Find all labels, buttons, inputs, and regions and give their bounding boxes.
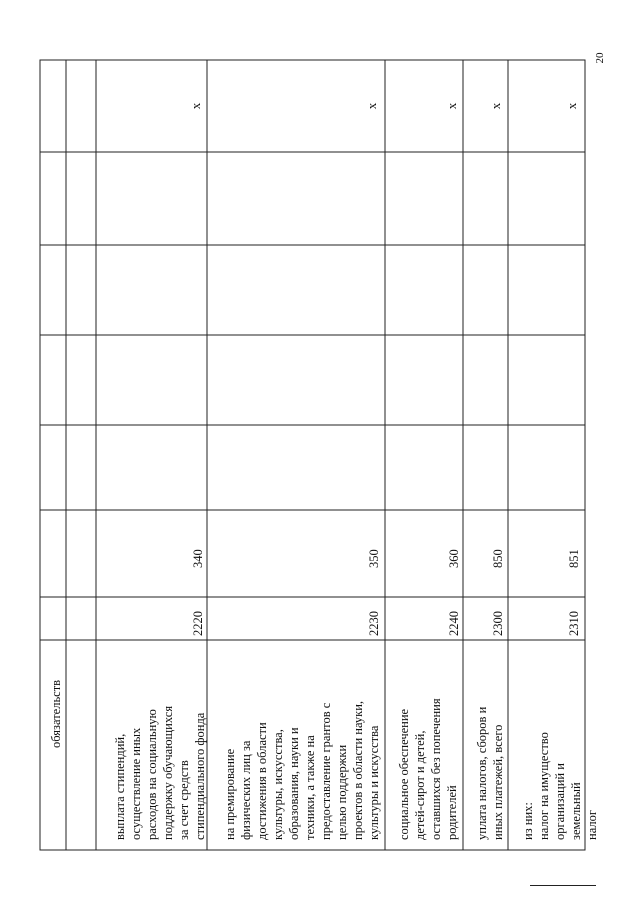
footer-rule [530, 885, 596, 886]
row-4-kosgu: 850 [491, 549, 505, 568]
row-1-code: 2220 [191, 611, 205, 636]
row-1-cross: х [188, 102, 203, 110]
row-4-cross: х [488, 102, 503, 110]
row-4-name: уплата налогов, сборов и иных платежей, всего [475, 706, 505, 840]
row-5-name: из них: налог на имущество организаций и земельный налог [521, 732, 599, 840]
row-1-name: выплата стипендий, осуществление иных расходов на социальную поддержку обучающихся за счет средств стипендиального фонда [113, 705, 207, 840]
header-label: обязательств [49, 679, 63, 748]
row-1-kosgu: 340 [191, 549, 205, 568]
row-5-cross: х [564, 102, 579, 110]
row-2-kosgu: 350 [367, 549, 381, 568]
row-5-code: 2310 [567, 611, 581, 636]
page-number: 20 [594, 52, 606, 64]
row-4-code: 2300 [491, 611, 505, 636]
row-3-name: социальное обеспечение детей-сирот и детей, оставшихся без попечения родителей [397, 698, 459, 840]
row-3-cross: х [444, 102, 459, 110]
row-2-name: на премирование физических лиц за достижения в области культуры, искусства, образования, науки и техники, а также на предоставление грантов с целью поддержки проектов в области науки, культуры и искусства [223, 700, 381, 840]
row-3-code: 2240 [447, 611, 461, 636]
row-3-kosgu: 360 [447, 549, 461, 568]
row-5-kosgu: 851 [567, 549, 581, 568]
row-2-code: 2230 [367, 611, 381, 636]
row-2-cross: х [364, 102, 379, 110]
